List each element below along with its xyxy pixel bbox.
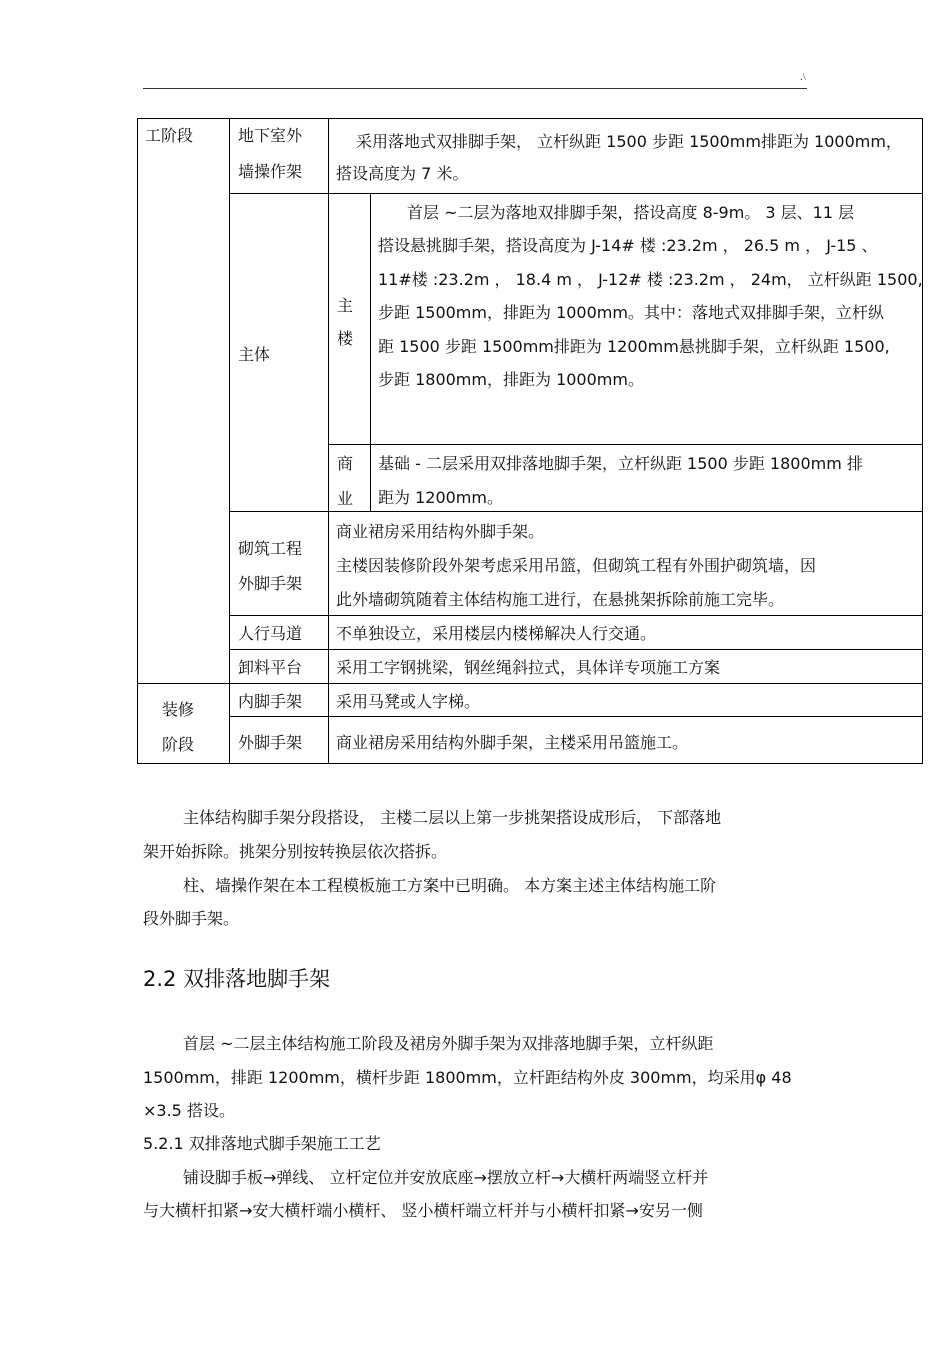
masonry-label-2: 外脚手架 <box>238 574 303 593</box>
stage-decoration-label-2: 阶段 <box>162 735 195 754</box>
table-border-top <box>137 118 923 119</box>
paragraph-2-line-1: 柱、墙操作架在本工程模板施工方案中已明确。 本方案主述主体结构施工阶 <box>183 876 717 895</box>
paragraph-1-line-1: 主体结构脚手架分段搭设， 主楼二层以上第一步挑架搭设成形后， 下部落地 <box>183 808 722 827</box>
header-mark: .\ <box>800 71 806 83</box>
scaffold-table <box>137 118 923 764</box>
commercial-label-1: 商 <box>337 454 354 473</box>
main-tower-line-4: 步距 1500mm，排距为 1000mm。其中：落地式双排脚手架，立杆纵 <box>378 303 884 322</box>
commercial-label-2: 业 <box>337 489 354 508</box>
walkway-content: 不单独设立，采用楼层内楼梯解决人行交通。 <box>336 624 657 643</box>
commercial-line-2: 距为 1200mm。 <box>378 488 503 507</box>
table-rule-stage <box>137 683 923 684</box>
main-tower-line-6: 步距 1800mm，排距为 1000mm。 <box>378 370 644 389</box>
table-rule-basement <box>229 193 923 194</box>
table-rule-masonry <box>229 615 923 616</box>
masonry-label-1: 砌筑工程 <box>238 539 303 558</box>
stage-decoration-label-1: 装修 <box>162 700 195 719</box>
section-heading: 2.2 双排落地脚手架 <box>143 967 331 991</box>
table-rule-walkway <box>229 649 923 650</box>
paragraph-3-line-2: 1500mm，排距 1200mm，横杆步距 1800mm，立杆距结构外皮 300mm，均采用φ 48 <box>143 1068 792 1087</box>
paragraph-1-line-2: 架开始拆除。挑架分别按转换层依次搭拆。 <box>143 842 448 861</box>
subsection-heading: 5.2.1 双排落地式脚手架施工工艺 <box>143 1134 381 1153</box>
main-tower-line-1: 首层 ~二层为落地双排脚手架，搭设高度 8-9m。 3 层、11 层 <box>407 203 855 222</box>
table-border-right <box>922 118 923 764</box>
main-tower-label-2: 楼 <box>337 329 354 348</box>
basement-label-2: 墙操作架 <box>238 162 303 181</box>
header-rule <box>143 88 807 89</box>
table-border-left <box>137 118 138 764</box>
stage-construction-label: 工阶段 <box>145 126 194 145</box>
paragraph-4-line-1: 铺设脚手板→弹线、 立杆定位并安放底座→摆放立杆→大横杆两端竖立杆并 <box>183 1168 709 1187</box>
walkway-label: 人行马道 <box>238 624 303 643</box>
table-col-1 <box>229 118 230 764</box>
inner-scaffold-content: 采用马凳或人字梯。 <box>336 692 481 711</box>
commercial-line-1: 基础 - 二层采用双排落地脚手架，立杆纵距 1500 步距 1800mm 排 <box>378 454 863 473</box>
main-tower-label-1: 主 <box>337 296 354 315</box>
paragraph-3-line-1: 首层 ~二层主体结构施工阶段及裙房外脚手架为双排落地脚手架，立杆纵距 <box>183 1034 714 1053</box>
outer-scaffold-label: 外脚手架 <box>238 733 303 752</box>
paragraph-2-line-2: 段外脚手架。 <box>143 909 240 928</box>
basement-content-2: 搭设高度为 7 米。 <box>336 164 469 183</box>
main-tower-line-5: 距 1500 步距 1500mm排距为 1200mm悬挑脚手架，立杆纵距 1500, <box>378 337 890 356</box>
table-rule-inner <box>229 716 923 717</box>
table-col-sub <box>370 193 371 511</box>
unloading-content: 采用工字钢挑梁，钢丝绳斜拉式，具体详专项施工方案 <box>336 658 721 677</box>
unloading-label: 卸料平台 <box>238 658 303 677</box>
paragraph-3-line-3: ×3.5 搭设。 <box>143 1101 235 1120</box>
main-tower-line-3: 11#楼 :23.2m ， 18.4 m ， J-12# 楼 :23.2m ， 24m， 立杆纵距 1500, <box>378 270 923 289</box>
masonry-line-2: 主楼因装修阶段外架考虑采用吊篮，但砌筑工程有外围护砌筑墙，因 <box>336 556 817 575</box>
table-rule-main <box>229 511 923 512</box>
main-label: 主体 <box>238 345 271 364</box>
table-border-bottom <box>137 763 923 764</box>
basement-content-1: 采用落地式双排脚手架， 立杆纵距 1500 步距 1500mm排距为 1000mm， <box>356 132 902 151</box>
table-rule-tower <box>328 444 923 445</box>
main-tower-line-2: 搭设悬挑脚手架，搭设高度为 J-14# 楼 :23.2m ， 26.5 m ， J-15 、 <box>378 236 878 255</box>
masonry-line-1: 商业裙房采用结构外脚手架。 <box>336 522 545 541</box>
paragraph-4-line-2: 与大横杆扣紧→安大横杆端小横杆、 竖小横杆端立杆并与小横杆扣紧→安另一侧 <box>143 1201 703 1220</box>
outer-scaffold-content: 商业裙房采用结构外脚手架，主楼采用吊篮施工。 <box>336 733 689 752</box>
table-col-2 <box>328 118 329 764</box>
basement-label-1: 地下室外 <box>238 126 303 145</box>
masonry-line-3: 此外墙砌筑随着主体结构施工进行，在悬挑架拆除前施工完毕。 <box>336 590 785 609</box>
inner-scaffold-label: 内脚手架 <box>238 692 303 711</box>
